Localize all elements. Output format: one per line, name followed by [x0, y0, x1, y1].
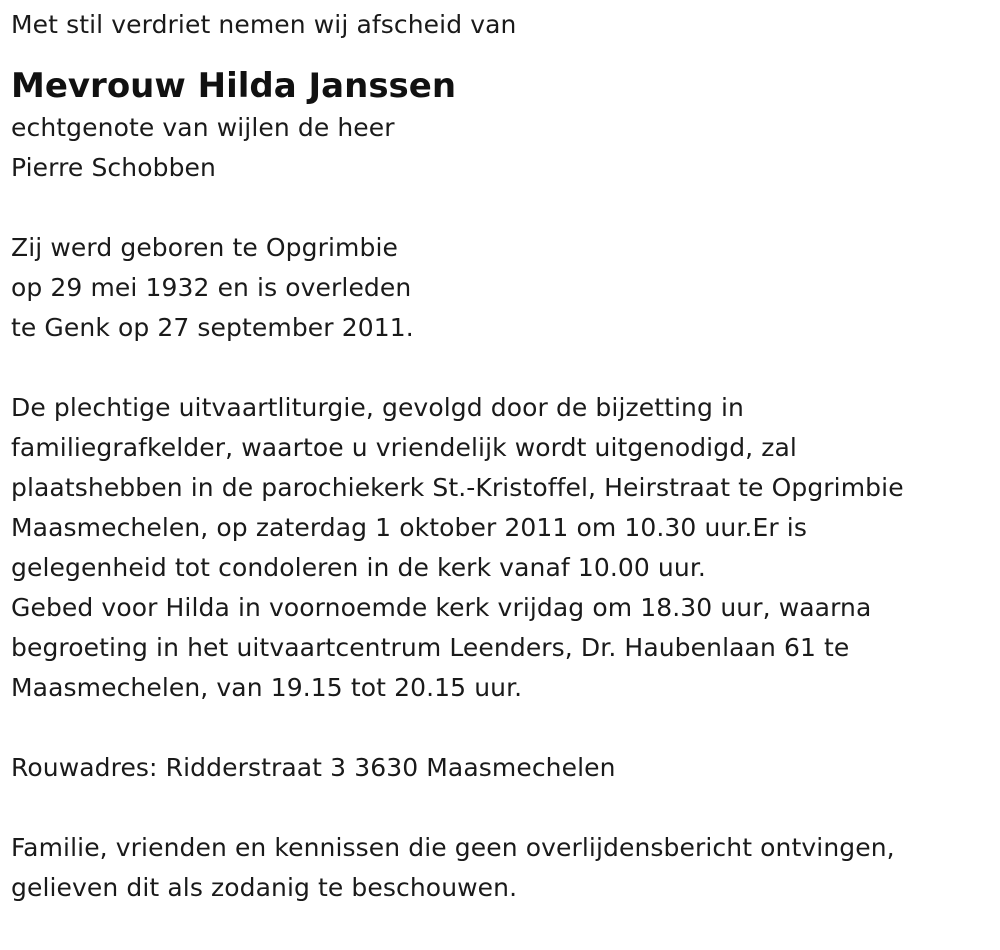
spouse-info: [11, 108, 986, 188]
ceremony-info: [11, 388, 986, 708]
ceremony-line: familiegrafkelder, waartoe u vriendelijk wordt uitgenodigd, zal: [11, 433, 797, 462]
ceremony-line: Maasmechelen, op zaterdag 1 oktober 2011 om 10.30 uur.Er is: [11, 513, 807, 542]
spacer: [11, 188, 986, 228]
birth-death-line: Zij werd geboren te Opgrimbie: [11, 233, 398, 262]
birth-death-info: [11, 228, 986, 348]
ceremony-line: gelegenheid tot condoleren in de kerk vanaf 10.00 uur.: [11, 553, 706, 582]
death-notice: [11, 0, 986, 908]
deceased-name: Mevrouw Hilda Janssen: [11, 66, 457, 106]
ceremony-line: De plechtige uitvaartliturgie, gevolgd door de bijzetting in: [11, 393, 745, 422]
birth-death-line: op 29 mei 1932 en is overleden: [11, 273, 412, 302]
intro-text: Met stil verdriet nemen wij afscheid van: [11, 10, 517, 39]
closing-line: Familie, vrienden en kennissen die geen overlijdensbericht ontvingen,: [11, 833, 895, 862]
mourning-address: Rouwadres: Ridderstraat 3 3630 Maasmechelen: [11, 753, 616, 782]
spacer: [11, 708, 986, 748]
spacer: [11, 788, 986, 828]
spouse-line: Pierre Schobben: [11, 153, 216, 182]
closing-note: [11, 828, 986, 908]
ceremony-line: Gebed voor Hilda in voornoemde kerk vrijdag om 18.30 uur, waarna: [11, 593, 872, 622]
birth-death-line: te Genk op 27 september 2011.: [11, 313, 414, 342]
spacer: [11, 348, 986, 388]
ceremony-line: Maasmechelen, van 19.15 tot 20.15 uur.: [11, 673, 523, 702]
closing-line: gelieven dit als zodanig te beschouwen.: [11, 873, 518, 902]
ceremony-line: plaatshebben in de parochiekerk St.-Kristoffel, Heirstraat te Opgrimbie: [11, 473, 904, 502]
ceremony-line: begroeting in het uitvaartcentrum Leenders, Dr. Haubenlaan 61 te: [11, 633, 850, 662]
spouse-line: echtgenote van wijlen de heer: [11, 113, 395, 142]
